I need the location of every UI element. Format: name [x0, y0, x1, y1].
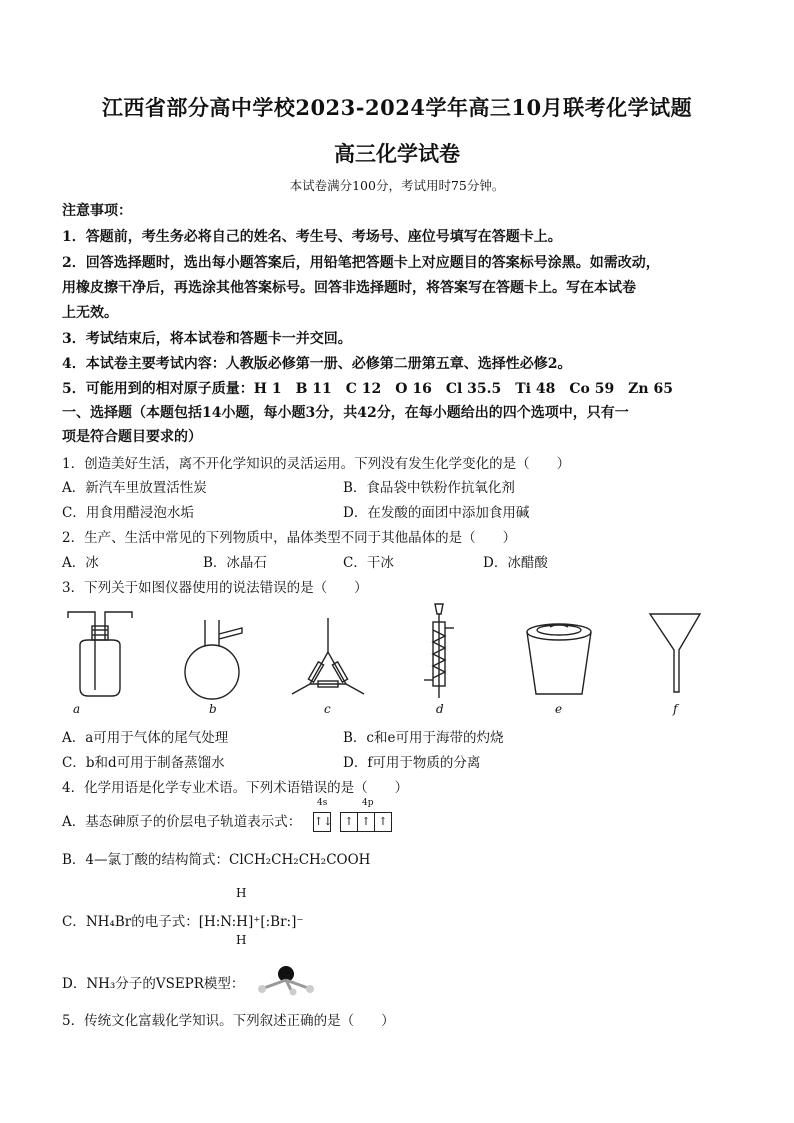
q1-option-d: D．在发酸的面团中添加食用碱 [343, 505, 530, 521]
instruction-item: 4．本试卷主要考试内容：人教版必修第一册、必修第二册第五章、选择性必修2。 [62, 356, 572, 372]
apparatus-label-f: f [673, 702, 678, 716]
page-subtitle: 高三化学试卷 [334, 141, 460, 166]
section-heading: 一、选择题（本题包括14小题，每小题3分，共42分，在每小题给出的四个选项中，只有一 [62, 405, 629, 421]
question-5-stem: 5．传统文化富载化学知识。下列叙述正确的是（ ） [62, 1013, 395, 1029]
orbital-label-4p: 4p [362, 798, 374, 808]
crucible-icon [527, 624, 591, 694]
q1-option-c: C．用食用醋浸泡水垢 [62, 505, 194, 521]
q2-option-a: A．冰 [62, 555, 99, 571]
distilling-flask-icon [185, 620, 242, 699]
electron-formula-top-h: H [236, 886, 247, 900]
orbital-box: ↑ [340, 812, 358, 832]
apparatus-label-d: d [436, 702, 444, 716]
orbital-box: ↑↓ [313, 812, 331, 832]
apparatus-label-a: a [73, 702, 81, 716]
section-heading-cont: 项是符合题目要求的） [62, 429, 202, 445]
q4-option-a: A．基态砷原子的价层电子轨道表示式： [62, 814, 302, 830]
vsepr-model-icon [254, 962, 318, 996]
q2-option-b: B．冰晶石 [203, 555, 267, 571]
orbital-label-4s: 4s [317, 798, 328, 808]
orbital-boxes-4p [340, 810, 392, 832]
q3-option-a: A．a可用于气体的尾气处理 [62, 730, 229, 746]
orbital-box: ↑ [358, 812, 375, 832]
instruction-item: 1．答题前，考生务必将自己的姓名、考生号、考场号、座位号填写在答题卡上。 [62, 229, 562, 245]
condenser-icon [424, 604, 454, 698]
instruction-item: 2．回答选择题时，选出每小题答案后，用铅笔把答题卡上对应题目的答案标号涂黑。如需改动， [62, 255, 660, 271]
question-4-stem: 4．化学用语是化学专业术语。下列术语错误的是（ ） [62, 780, 409, 796]
apparatus-label-e: e [555, 702, 563, 716]
exam-note: 本试卷满分100分，考试用时75分钟。 [289, 178, 505, 193]
orbital-box: ↑ [375, 812, 392, 832]
q3-option-b: B．c和e可用于海带的灼烧 [343, 730, 504, 746]
q4-option-c-prefix: C．NH₄Br的电子式： [62, 914, 199, 930]
question-1-stem: 1．创造美好生活，离不开化学知识的灵活运用。下列没有发生化学变化的是（ ） [62, 456, 571, 472]
q4-option-d: D．NH₃分子的VSEPR模型： [62, 976, 245, 992]
orbital-box-4s [313, 810, 331, 832]
q4-option-c [62, 910, 303, 930]
apparatus-figure [62, 600, 712, 718]
instruction-item: 上无效。 [62, 305, 118, 321]
washing-bottle-icon [68, 612, 132, 696]
q2-option-d: D．冰醋酸 [483, 555, 548, 571]
clay-triangle-icon [292, 618, 364, 694]
structural-formula: ClCH₂CH₂CH₂COOH [229, 852, 371, 868]
instruction-item: 5．可能用到的相对原子质量：H 1 B 11 C 12 O 16 Cl 35.5 Ti 48 Co 59 Zn 65 [62, 381, 673, 397]
question-3-stem: 3．下列关于如图仪器使用的说法错误的是（ ） [62, 580, 368, 596]
instruction-item: 3．考试结束后，将本试卷和答题卡一并交回。 [62, 331, 352, 347]
electron-formula: [H:N:H]⁺[:Br:]⁻ [198, 914, 304, 930]
q3-option-c: C．b和d可用于制备蒸馏水 [62, 755, 225, 771]
page-title: 江西省部分高中学校2023-2024学年高三10月联考化学试题 [101, 95, 693, 120]
q2-option-c: C．干冰 [343, 555, 394, 571]
q4-option-b-prefix: B．4—氯丁酸的结构简式： [62, 852, 230, 868]
q4-option-b [62, 848, 370, 868]
q1-option-b: B．食品袋中铁粉作抗氧化剂 [343, 480, 515, 496]
q3-option-d: D．f可用于物质的分离 [343, 755, 481, 771]
instruction-item: 用橡皮擦干净后，再选涂其他答案标号。回答非选择题时，将答案写在答题卡上。写在本试卷 [62, 280, 636, 296]
apparatus-label-c: c [324, 702, 331, 716]
instructions-heading: 注意事项： [62, 203, 132, 219]
q1-option-a: A．新汽车里放置活性炭 [62, 480, 207, 496]
apparatus-label-b: b [209, 702, 217, 716]
question-2-stem: 2．生产、生活中常见的下列物质中，晶体类型不同于其他晶体的是（ ） [62, 530, 517, 546]
funnel-icon [650, 614, 700, 692]
electron-formula-bottom-h: H [236, 933, 247, 947]
